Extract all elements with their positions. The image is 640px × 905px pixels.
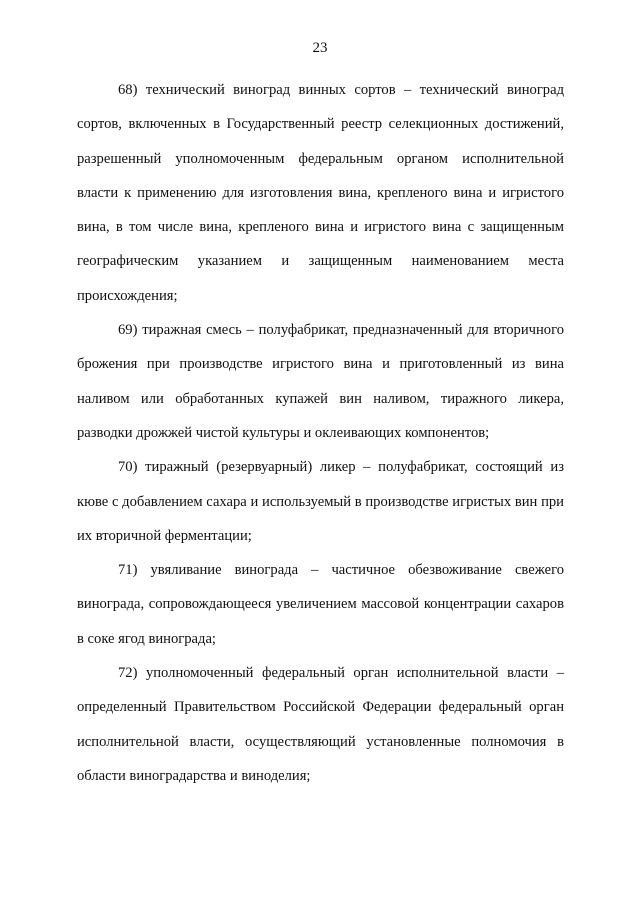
paragraph-item-69: 69) тиражная смесь – полуфабрикат, предназначенный для вторичного брожения при производстве игристого вина и приготовленный из вина наливом или обработанных купажей вин наливом, тиражного ликера, разводки дрожжей чистой культуры и оклеивающих компонентов; (77, 322, 564, 441)
paragraph-item-68: 68) технический виноград винных сортов – технический виноград сортов, включенных в Государственный реестр селекционных достижений, разрешенный уполномоченным федеральным органом исполнительной власти к применению для изготовления вина, крепленого вина и игристого вина, в том числе вина, крепленого вина и игристого вина с защищенным географическим указанием и защищенным наименованием места происхождения; (77, 82, 564, 304)
page-number: 23 (312, 40, 328, 56)
paragraph-item-70: 70) тиражный (резервуарный) ликер – полуфабрикат, состоящий из кюве с добавлением сахара и используемый в производстве игристых вин при их вторичной ферментации; (77, 459, 564, 544)
document-body (77, 73, 564, 793)
paragraph-item-72: 72) уполномоченный федеральный орган исполнительной власти – определенный Правительством Российской Федерации федеральный орган исполнительной власти, осуществляющий установленные полномочия в области виноградарства и виноделия; (77, 665, 564, 784)
paragraph-item-71: 71) увяливание винограда – частичное обезвоживание свежего винограда, сопровождающееся увеличением массовой концентрации сахаров в соке ягод винограда; (77, 562, 564, 647)
